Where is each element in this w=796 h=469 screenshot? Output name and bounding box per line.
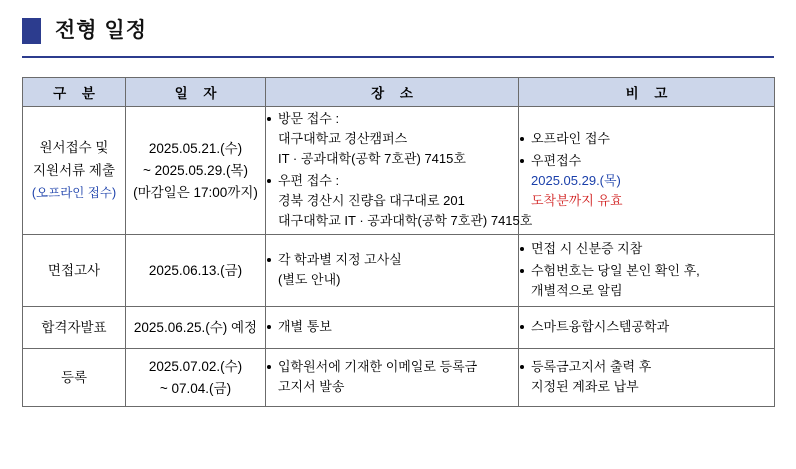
division-line-2: 지원서류 제출 [33, 163, 115, 178]
note-list [519, 129, 774, 211]
cell-place [266, 349, 519, 407]
date-line: 2025.06.25.(수) 예정 [133, 319, 258, 335]
place-text: 각 학과별 지정 고사실 [278, 251, 402, 267]
schedule-table [22, 77, 775, 407]
date-line: (마감일은 17:00까지) [133, 184, 258, 200]
cell-place [266, 107, 533, 235]
date-line: 2025.06.13.(금) [148, 262, 243, 278]
cell-note [519, 307, 775, 349]
division-sub: (오프라인 접수) [31, 186, 117, 200]
cell-division [23, 107, 126, 235]
cell-note [519, 349, 775, 407]
list-item [519, 151, 774, 211]
place-text: 방문 접수 : [278, 110, 340, 126]
cell-date [126, 307, 266, 349]
place-list [266, 357, 518, 397]
list-item [519, 239, 774, 259]
list-item [519, 261, 774, 301]
place-text: 입학원서에 기재한 이메일로 등록금 [278, 358, 478, 374]
page-title: 전형 일정 [55, 19, 147, 42]
table-row [23, 235, 775, 307]
place-text: 대구대학교 IT · 공과대학(공학 7호관) 7415호 [278, 212, 533, 228]
place-list [266, 317, 518, 337]
table-header-row [23, 78, 775, 107]
division-line-1: 합격자발표 [41, 320, 107, 335]
column-header-division: 구 분 [23, 78, 126, 107]
place-text: IT · 공과대학(공학 7호관) 7415호 [278, 150, 466, 166]
note-text: 오프라인 접수 [531, 130, 610, 146]
date-line: ~ 07.04.(금) [159, 380, 232, 396]
column-header-date: 일 자 [126, 78, 266, 107]
place-text: 고지서 발송 [278, 378, 345, 394]
date-line: ~ 2025.05.29.(목) [143, 162, 248, 178]
note-deadline-date: 2025.05.29.(목) [531, 172, 621, 188]
list-item [266, 317, 518, 337]
place-text: 대구대학교 경산캠퍼스 [278, 130, 408, 146]
note-list [519, 239, 774, 301]
cell-date [126, 107, 266, 235]
cell-date [126, 349, 266, 407]
note-text: 지정된 계좌로 납부 [531, 378, 639, 394]
place-text: 경북 경산시 진량읍 대구대로 201 [278, 192, 465, 208]
cell-division [23, 235, 126, 307]
list-item [266, 357, 518, 397]
cell-place [266, 307, 519, 349]
cell-place [266, 235, 519, 307]
heading-marker-icon [22, 18, 41, 44]
table-row [23, 349, 775, 407]
note-text: 면접 시 신분증 지참 [531, 240, 643, 256]
note-list [519, 317, 774, 337]
note-list [519, 357, 774, 397]
list-item [519, 357, 774, 397]
division-line-1: 면접고사 [47, 263, 101, 278]
list-item [266, 250, 518, 290]
note-text: 수험번호는 당일 본인 확인 후, [531, 262, 700, 278]
place-text: (별도 안내) [278, 271, 341, 287]
note-deadline-warning: 도착분까지 유효 [531, 192, 623, 208]
cell-note [519, 107, 775, 235]
note-text: 개별적으로 알림 [531, 282, 623, 298]
note-text: 스마트융합시스템공학과 [531, 318, 670, 334]
schedule-table-wrapper [22, 77, 774, 407]
page-heading [0, 0, 796, 48]
cell-date [126, 235, 266, 307]
place-list [266, 109, 533, 231]
note-text: 등록금고지서 출력 후 [531, 358, 652, 374]
column-header-place: 장 소 [266, 78, 519, 107]
list-item [519, 129, 774, 149]
date-line: 2025.07.02.(수) [148, 358, 243, 374]
table-row [23, 307, 775, 349]
list-item [266, 171, 533, 231]
list-item [519, 317, 774, 337]
place-text: 우편 접수 : [278, 172, 340, 188]
list-item [266, 109, 518, 169]
place-text: 개별 통보 [278, 318, 332, 334]
cell-note [519, 235, 775, 307]
cell-division [23, 349, 126, 407]
division-line-1: 원서접수 및 [39, 140, 109, 155]
division-line-1: 등록 [60, 370, 88, 385]
note-text: 우편접수 [531, 152, 582, 168]
table-row [23, 107, 775, 235]
heading-divider [22, 56, 774, 58]
place-list [266, 250, 518, 290]
cell-division [23, 307, 126, 349]
date-line: 2025.05.21.(수) [148, 140, 243, 156]
column-header-note: 비 고 [519, 78, 775, 107]
